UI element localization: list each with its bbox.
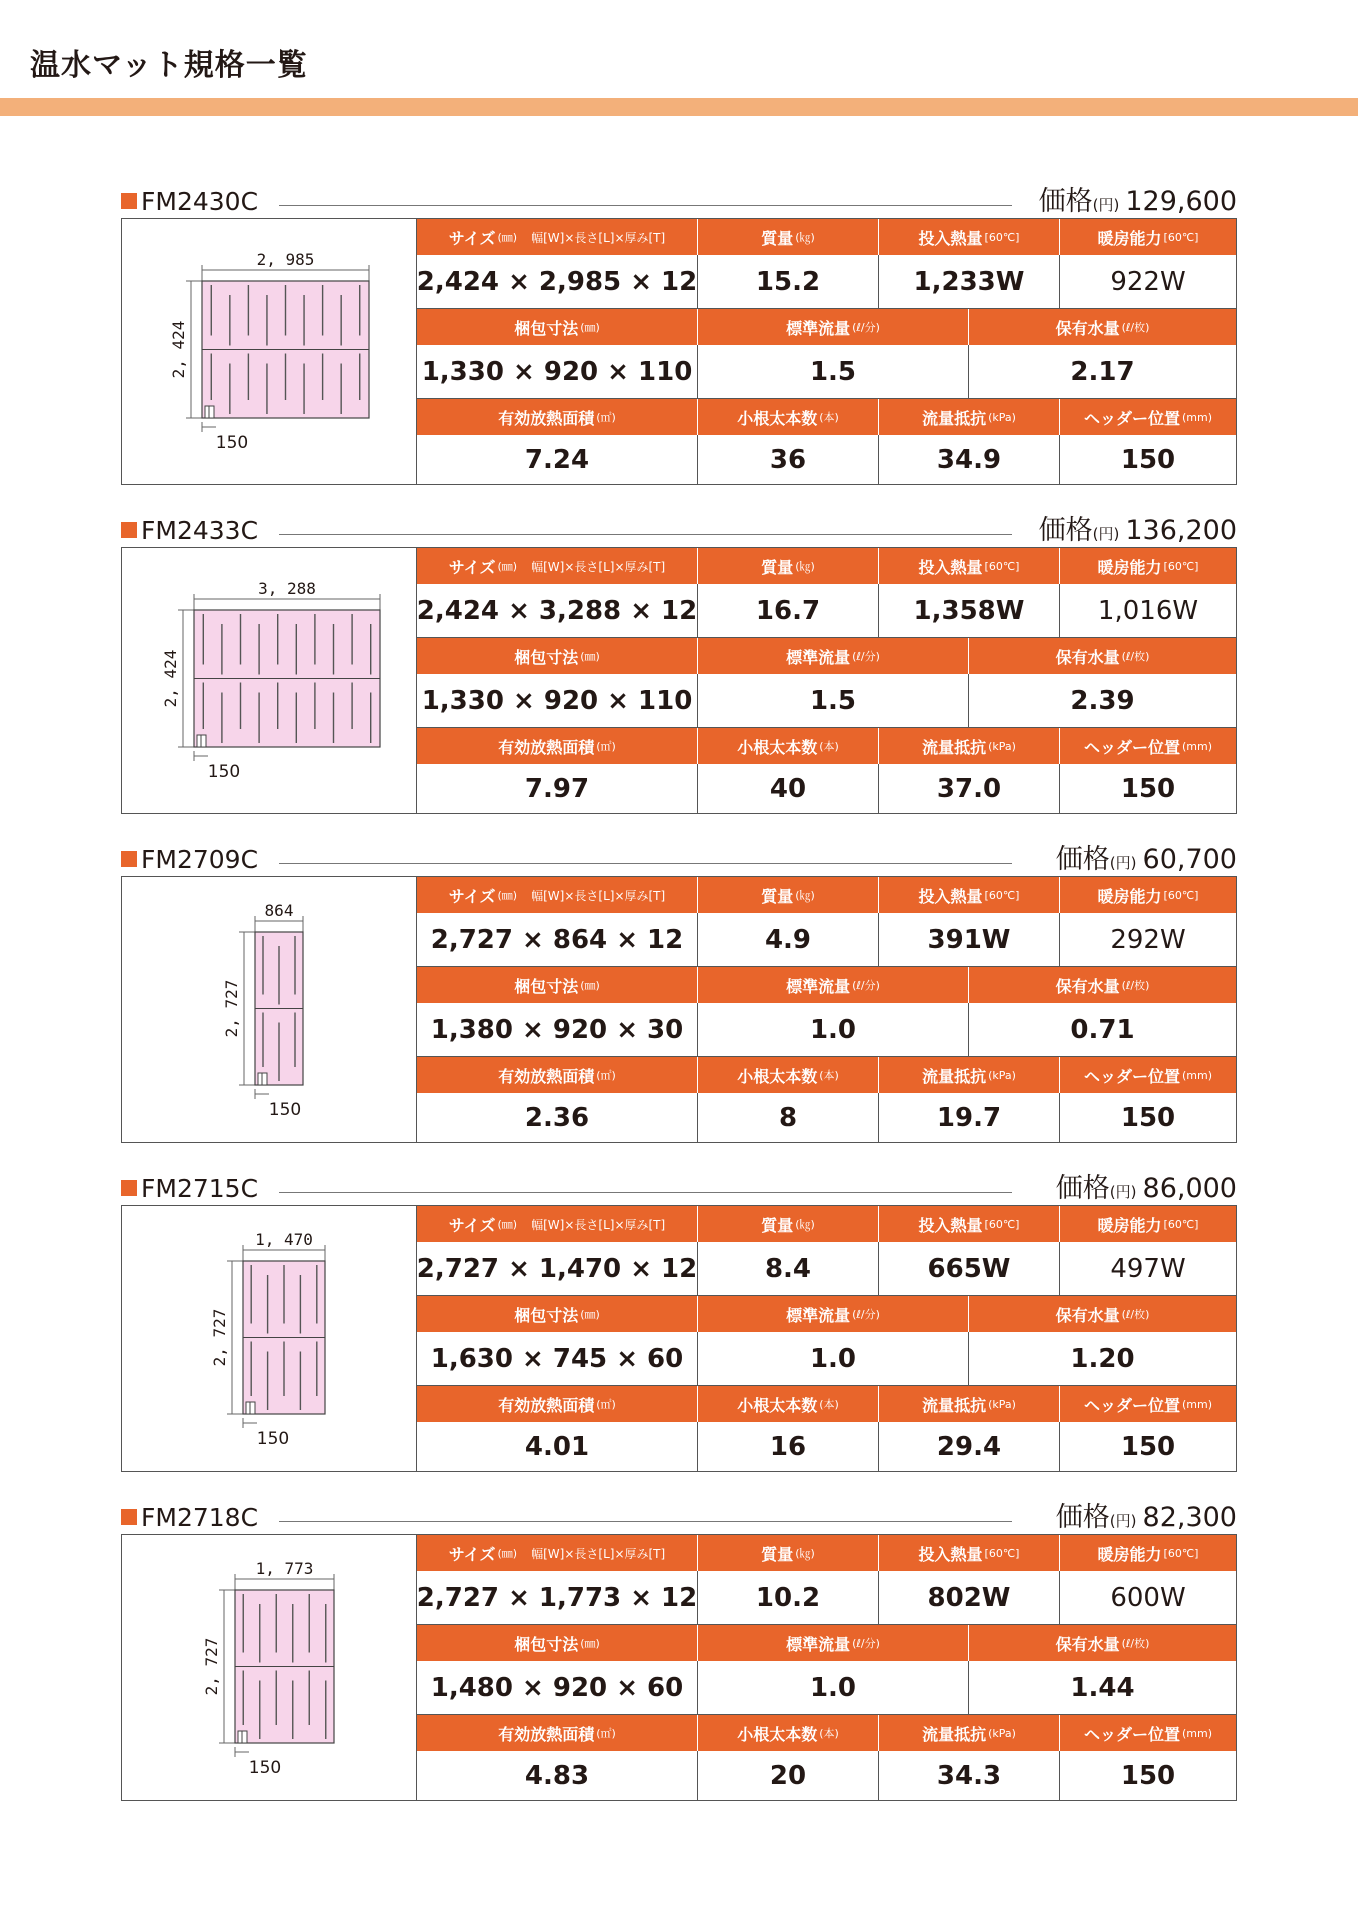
roots-value: 40: [698, 764, 879, 813]
flow-header: 標準流量 (ℓ/分): [698, 1625, 969, 1661]
input-heat-value: 802W: [879, 1571, 1060, 1624]
spec-header-row: [417, 309, 1236, 345]
weight-header: 質量 (㎏): [698, 1206, 879, 1242]
water-value: 0.71: [1070, 1014, 1135, 1045]
heating-header: 暖房能力 [60℃]: [1097, 228, 1199, 248]
package-value: 1,630 × 745 × 60: [417, 1332, 698, 1385]
product-block-fm2433c: [121, 507, 1237, 814]
product-box: [121, 1205, 1237, 1472]
spec-header-row: [417, 877, 1236, 913]
product-block-fm2709c: [121, 836, 1237, 1143]
water-header: 保有水量 (ℓ/枚): [1055, 1305, 1150, 1325]
header-dimension-label: 150: [248, 1758, 282, 1778]
width-dimension-label: 2, 985: [256, 250, 315, 269]
spec-header-row: [417, 1625, 1236, 1661]
spec-value-row: [417, 1242, 1236, 1296]
size-header: サイズ (㎜) 幅[W]×長さ[L]×厚み[T]: [417, 548, 698, 584]
product-price: 価格(円) 136,200: [1038, 515, 1237, 546]
header-rule: [279, 1521, 1012, 1522]
header-rule: [279, 863, 1012, 864]
square-bullet-icon: [121, 851, 137, 867]
size-value: 2,727 × 1,470 × 12: [417, 1242, 698, 1295]
spec-header-row: [417, 1535, 1236, 1571]
water-header: 保有水量 (ℓ/枚): [1055, 976, 1150, 996]
heating-header: 暖房能力 [60℃]: [1097, 1215, 1199, 1235]
spec-value-row: [417, 1093, 1236, 1142]
header-position-header: ヘッダー位置 (mm): [1083, 1724, 1213, 1744]
spec-value-row: [417, 764, 1236, 813]
spec-header-row: [417, 1296, 1236, 1332]
area-value: 7.97: [417, 764, 698, 813]
heating-value: 922W: [1110, 266, 1186, 297]
title-bar: [0, 98, 1358, 116]
spec-value-row: [417, 435, 1236, 484]
product-price: 価格(円) 86,000: [1055, 1173, 1237, 1204]
weight-header: 質量 (㎏): [698, 548, 879, 584]
water-header: 保有水量 (ℓ/枚): [1055, 318, 1150, 338]
resistance-header: 流量抵抗 (kPa): [879, 1057, 1060, 1093]
roots-value: 8: [698, 1093, 879, 1142]
area-value: 2.36: [417, 1093, 698, 1142]
input-heat-header: 投入熱量 [60℃]: [879, 877, 1060, 913]
product-block-fm2718c: [121, 1494, 1237, 1801]
spec-header-row: [417, 1057, 1236, 1093]
heating-header: 暖房能力 [60℃]: [1097, 886, 1199, 906]
product-price: 価格(円) 60,700: [1055, 844, 1237, 875]
water-value: 1.44: [1070, 1672, 1135, 1703]
spec-value-row: [417, 1751, 1236, 1800]
spec-value-row: [417, 674, 1236, 728]
flow-header: 標準流量 (ℓ/分): [698, 309, 969, 345]
spec-value-row: [417, 913, 1236, 967]
heating-value: 292W: [1110, 924, 1186, 955]
water-value: 1.20: [1070, 1343, 1135, 1374]
mat-diagram-svg: [122, 877, 416, 1144]
area-value: 7.24: [417, 435, 698, 484]
product-box: [121, 547, 1237, 814]
package-header: 梱包寸法 (㎜): [417, 638, 698, 674]
width-dimension-label: 864: [264, 901, 294, 920]
flow-value: 1.5: [698, 345, 969, 398]
weight-header: 質量 (㎏): [698, 877, 879, 913]
square-bullet-icon: [121, 1180, 137, 1196]
size-value: 2,727 × 1,773 × 12: [417, 1571, 698, 1624]
spec-header-row: [417, 728, 1236, 764]
product-header: [121, 507, 1237, 547]
spec-header-row: [417, 219, 1236, 255]
area-header: 有効放熱面積 (㎡): [417, 399, 698, 435]
size-value: 2,424 × 2,985 × 12: [417, 255, 698, 308]
resistance-header: 流量抵抗 (kPa): [879, 728, 1060, 764]
length-dimension-label: 2, 424: [169, 320, 188, 379]
header-dimension-label: 150: [268, 1100, 302, 1120]
mat-diagram-svg: [122, 1206, 416, 1473]
size-header: サイズ (㎜) 幅[W]×長さ[L]×厚み[T]: [417, 1535, 698, 1571]
weight-header: 質量 (㎏): [698, 219, 879, 255]
spec-table: [417, 1206, 1236, 1471]
product-block-fm2430c: [121, 178, 1237, 485]
input-heat-value: 391W: [879, 913, 1060, 966]
mat-drawing: [122, 219, 417, 484]
header-rule: [279, 1192, 1012, 1193]
resistance-header: 流量抵抗 (kPa): [879, 1386, 1060, 1422]
resistance-value: 19.7: [879, 1093, 1060, 1142]
product-box: [121, 876, 1237, 1143]
area-header: 有効放熱面積 (㎡): [417, 1386, 698, 1422]
heating-header: 暖房能力 [60℃]: [1097, 1544, 1199, 1564]
resistance-value: 29.4: [879, 1422, 1060, 1471]
spec-header-row: [417, 1386, 1236, 1422]
product-name: FM2709C: [121, 845, 258, 874]
header-position-value: 150: [1120, 444, 1176, 475]
header-dimension-label: 150: [207, 762, 241, 782]
product-header: [121, 178, 1237, 218]
square-bullet-icon: [121, 522, 137, 538]
flow-header: 標準流量 (ℓ/分): [698, 1296, 969, 1332]
flow-header: 標準流量 (ℓ/分): [698, 638, 969, 674]
spec-header-row: [417, 399, 1236, 435]
product-price: 価格(円) 82,300: [1055, 1502, 1237, 1533]
product-name: FM2718C: [121, 1503, 258, 1532]
page-title: 温水マット規格一覧: [30, 48, 308, 83]
product-box: [121, 1534, 1237, 1801]
product-name: FM2430C: [121, 187, 258, 216]
heating-header: 暖房能力 [60℃]: [1097, 557, 1199, 577]
size-header: サイズ (㎜) 幅[W]×長さ[L]×厚み[T]: [417, 219, 698, 255]
area-header: 有効放熱面積 (㎡): [417, 728, 698, 764]
product-name: FM2715C: [121, 1174, 258, 1203]
input-heat-header: 投入熱量 [60℃]: [879, 219, 1060, 255]
flow-header: 標準流量 (ℓ/分): [698, 967, 969, 1003]
water-value: 2.39: [1070, 685, 1135, 716]
spec-header-row: [417, 967, 1236, 1003]
input-heat-value: 665W: [879, 1242, 1060, 1295]
resistance-header: 流量抵抗 (kPa): [879, 1715, 1060, 1751]
length-dimension-label: 2, 727: [202, 1637, 221, 1696]
water-header: 保有水量 (ℓ/枚): [1055, 1634, 1150, 1654]
header-position-value: 150: [1120, 773, 1176, 804]
header-rule: [279, 205, 1012, 206]
square-bullet-icon: [121, 193, 137, 209]
heating-value: 600W: [1110, 1582, 1186, 1613]
spec-value-row: [417, 1571, 1236, 1625]
product-block-fm2715c: [121, 1165, 1237, 1472]
weight-value: 15.2: [698, 255, 879, 308]
mat-drawing: [122, 1535, 417, 1800]
input-heat-header: 投入熱量 [60℃]: [879, 1535, 1060, 1571]
length-dimension-label: 2, 424: [161, 649, 180, 708]
input-heat-header: 投入熱量 [60℃]: [879, 1206, 1060, 1242]
input-heat-value: 1,358W: [879, 584, 1060, 637]
header-position-header: ヘッダー位置 (mm): [1083, 1066, 1213, 1086]
spec-value-row: [417, 1003, 1236, 1057]
spec-value-row: [417, 584, 1236, 638]
roots-value: 20: [698, 1751, 879, 1800]
area-header: 有効放熱面積 (㎡): [417, 1715, 698, 1751]
heating-value: 497W: [1110, 1253, 1186, 1284]
spec-table: [417, 548, 1236, 813]
spec-value-row: [417, 255, 1236, 309]
package-value: 1,330 × 920 × 110: [417, 345, 698, 398]
package-header: 梱包寸法 (㎜): [417, 967, 698, 1003]
header-position-header: ヘッダー位置 (mm): [1083, 408, 1213, 428]
mat-drawing: [122, 548, 417, 813]
spec-value-row: [417, 1422, 1236, 1471]
area-header: 有効放熱面積 (㎡): [417, 1057, 698, 1093]
weight-value: 4.9: [698, 913, 879, 966]
mat-diagram-svg: [122, 548, 416, 815]
spec-value-row: [417, 345, 1236, 399]
header-rule: [279, 534, 1012, 535]
mat-drawing: [122, 877, 417, 1142]
header-dimension-label: 150: [215, 433, 249, 453]
weight-value: 10.2: [698, 1571, 879, 1624]
product-box: [121, 218, 1237, 485]
size-header: サイズ (㎜) 幅[W]×長さ[L]×厚み[T]: [417, 1206, 698, 1242]
square-bullet-icon: [121, 1509, 137, 1525]
header-position-value: 150: [1120, 1431, 1176, 1462]
spec-value-row: [417, 1332, 1236, 1386]
header-position-value: 150: [1120, 1102, 1176, 1133]
width-dimension-label: 1, 470: [255, 1230, 313, 1249]
size-header: サイズ (㎜) 幅[W]×長さ[L]×厚み[T]: [417, 877, 698, 913]
roots-value: 16: [698, 1422, 879, 1471]
heating-value: 1,016W: [1097, 595, 1199, 626]
roots-header: 小根太本数 (本): [698, 399, 879, 435]
header-position-value: 150: [1120, 1760, 1176, 1791]
length-dimension-label: 2, 727: [222, 979, 241, 1038]
spec-header-row: [417, 1206, 1236, 1242]
roots-header: 小根太本数 (本): [698, 1057, 879, 1093]
header-position-header: ヘッダー位置 (mm): [1083, 737, 1213, 757]
area-value: 4.01: [417, 1422, 698, 1471]
spec-header-row: [417, 638, 1236, 674]
spec-table: [417, 1535, 1236, 1800]
roots-header: 小根太本数 (本): [698, 1386, 879, 1422]
width-dimension-label: 1, 773: [255, 1559, 314, 1578]
header-position-header: ヘッダー位置 (mm): [1083, 1395, 1213, 1415]
size-value: 2,424 × 3,288 × 12: [417, 584, 698, 637]
product-price: 価格(円) 129,600: [1038, 186, 1237, 217]
weight-value: 8.4: [698, 1242, 879, 1295]
input-heat-header: 投入熱量 [60℃]: [879, 548, 1060, 584]
header-dimension-label: 150: [256, 1429, 290, 1449]
spec-table: [417, 877, 1236, 1142]
mat-diagram-svg: [122, 219, 416, 486]
spec-header-row: [417, 548, 1236, 584]
product-header: [121, 1165, 1237, 1205]
product-name: FM2433C: [121, 516, 258, 545]
package-value: 1,330 × 920 × 110: [417, 674, 698, 727]
package-value: 1,480 × 920 × 60: [417, 1661, 698, 1714]
width-dimension-label: 3, 288: [258, 579, 316, 598]
flow-value: 1.0: [698, 1661, 969, 1714]
input-heat-value: 1,233W: [879, 255, 1060, 308]
resistance-header: 流量抵抗 (kPa): [879, 399, 1060, 435]
package-header: 梱包寸法 (㎜): [417, 1296, 698, 1332]
roots-header: 小根太本数 (本): [698, 728, 879, 764]
resistance-value: 37.0: [879, 764, 1060, 813]
package-value: 1,380 × 920 × 30: [417, 1003, 698, 1056]
spec-header-row: [417, 1715, 1236, 1751]
resistance-value: 34.3: [879, 1751, 1060, 1800]
product-header: [121, 836, 1237, 876]
product-header: [121, 1494, 1237, 1534]
flow-value: 1.0: [698, 1003, 969, 1056]
resistance-value: 34.9: [879, 435, 1060, 484]
flow-value: 1.5: [698, 674, 969, 727]
spec-table: [417, 219, 1236, 484]
mat-drawing: [122, 1206, 417, 1471]
package-header: 梱包寸法 (㎜): [417, 309, 698, 345]
package-header: 梱包寸法 (㎜): [417, 1625, 698, 1661]
length-dimension-label: 2, 727: [210, 1308, 229, 1367]
mat-diagram-svg: [122, 1535, 416, 1802]
area-value: 4.83: [417, 1751, 698, 1800]
roots-header: 小根太本数 (本): [698, 1715, 879, 1751]
water-header: 保有水量 (ℓ/枚): [1055, 647, 1150, 667]
weight-value: 16.7: [698, 584, 879, 637]
roots-value: 36: [698, 435, 879, 484]
weight-header: 質量 (㎏): [698, 1535, 879, 1571]
flow-value: 1.0: [698, 1332, 969, 1385]
water-value: 2.17: [1070, 356, 1135, 387]
spec-value-row: [417, 1661, 1236, 1715]
size-value: 2,727 × 864 × 12: [417, 913, 698, 966]
